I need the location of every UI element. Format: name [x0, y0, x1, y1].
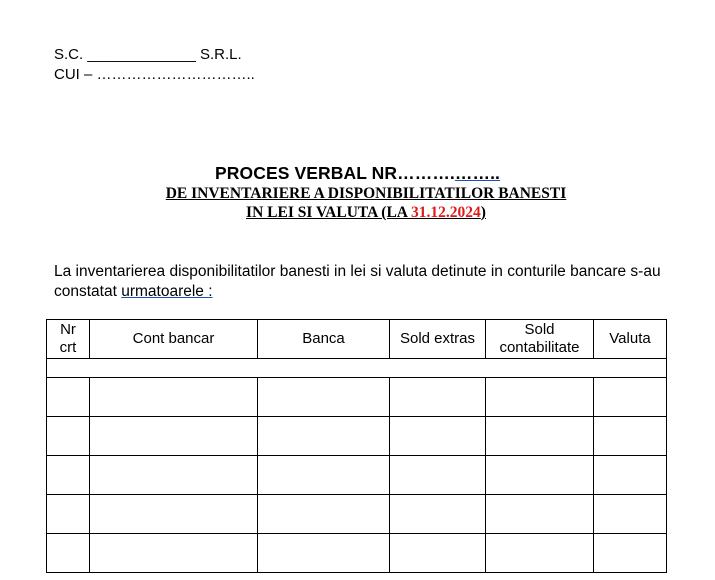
- table-cell[interactable]: [258, 495, 390, 534]
- table-cell[interactable]: [90, 495, 258, 534]
- title-dots-underlined: ……..: [454, 163, 501, 183]
- table-cell[interactable]: [47, 456, 90, 495]
- company-name-line: S.C. _____________ S.R.L.: [54, 46, 242, 63]
- table-cell[interactable]: [486, 417, 594, 456]
- table-cell[interactable]: [47, 378, 90, 417]
- title-dots: ……….: [397, 163, 455, 183]
- table-cell[interactable]: [90, 417, 258, 456]
- cui-line: CUI – …………………………..: [54, 66, 255, 83]
- table-cell[interactable]: [390, 417, 486, 456]
- table-cell[interactable]: [390, 495, 486, 534]
- table-cell[interactable]: [47, 417, 90, 456]
- header-banca: Banca: [258, 320, 390, 359]
- table-cell[interactable]: [594, 495, 667, 534]
- subtitle-prefix: IN LEI SI VALUTA (LA: [246, 204, 412, 221]
- subtitle-suffix: ): [480, 204, 486, 221]
- header-nr-crt: Nr crt: [47, 320, 90, 359]
- table-cell[interactable]: [47, 359, 667, 378]
- inventory-date: 31.12.2024: [411, 204, 481, 221]
- table-cell[interactable]: [258, 378, 390, 417]
- header-sold-extras: Sold extras: [390, 320, 486, 359]
- header-sold-contabilitate: Sold contabilitate: [486, 320, 594, 359]
- intro-text: La inventarierea disponibilitatilor banesti in lei si valuta detinute in conturile bancare s-au constatat: [54, 263, 661, 300]
- table-cell[interactable]: [486, 378, 594, 417]
- table-row: [47, 378, 667, 417]
- table-cell[interactable]: [390, 456, 486, 495]
- table-row: [47, 456, 667, 495]
- table-cell[interactable]: [258, 417, 390, 456]
- table-cell[interactable]: [486, 495, 594, 534]
- table-cell[interactable]: [47, 495, 90, 534]
- table-spacer-row: [47, 359, 667, 378]
- table-cell[interactable]: [594, 378, 667, 417]
- document-title: [0, 163, 715, 184]
- table-cell[interactable]: [47, 534, 90, 573]
- table-row: [47, 495, 667, 534]
- table-cell[interactable]: [594, 417, 667, 456]
- header-cont-bancar: Cont bancar: [90, 320, 258, 359]
- intro-paragraph: [54, 262, 674, 302]
- table-header-row: [47, 320, 667, 359]
- table-cell[interactable]: [390, 534, 486, 573]
- subtitle-line-1: DE INVENTARIERE A DISPONIBILITATILOR BANESTI: [165, 185, 567, 202]
- table-cell[interactable]: [594, 456, 667, 495]
- subtitle-line-2: [0, 204, 715, 222]
- table-cell[interactable]: [90, 456, 258, 495]
- table-cell[interactable]: [390, 378, 486, 417]
- table-cell[interactable]: [258, 534, 390, 573]
- table-cell[interactable]: [594, 534, 667, 573]
- table-cell[interactable]: [258, 456, 390, 495]
- bank-accounts-table: [46, 319, 667, 573]
- table-cell[interactable]: [90, 534, 258, 573]
- table-cell[interactable]: [486, 456, 594, 495]
- table-row: [47, 534, 667, 573]
- table-cell[interactable]: [90, 378, 258, 417]
- table-row: [47, 417, 667, 456]
- title-prefix: PROCES VERBAL NR: [214, 163, 398, 183]
- header-valuta: Valuta: [594, 320, 667, 359]
- table-cell[interactable]: [486, 534, 594, 573]
- intro-underlined-text: urmatoarele :: [121, 283, 213, 300]
